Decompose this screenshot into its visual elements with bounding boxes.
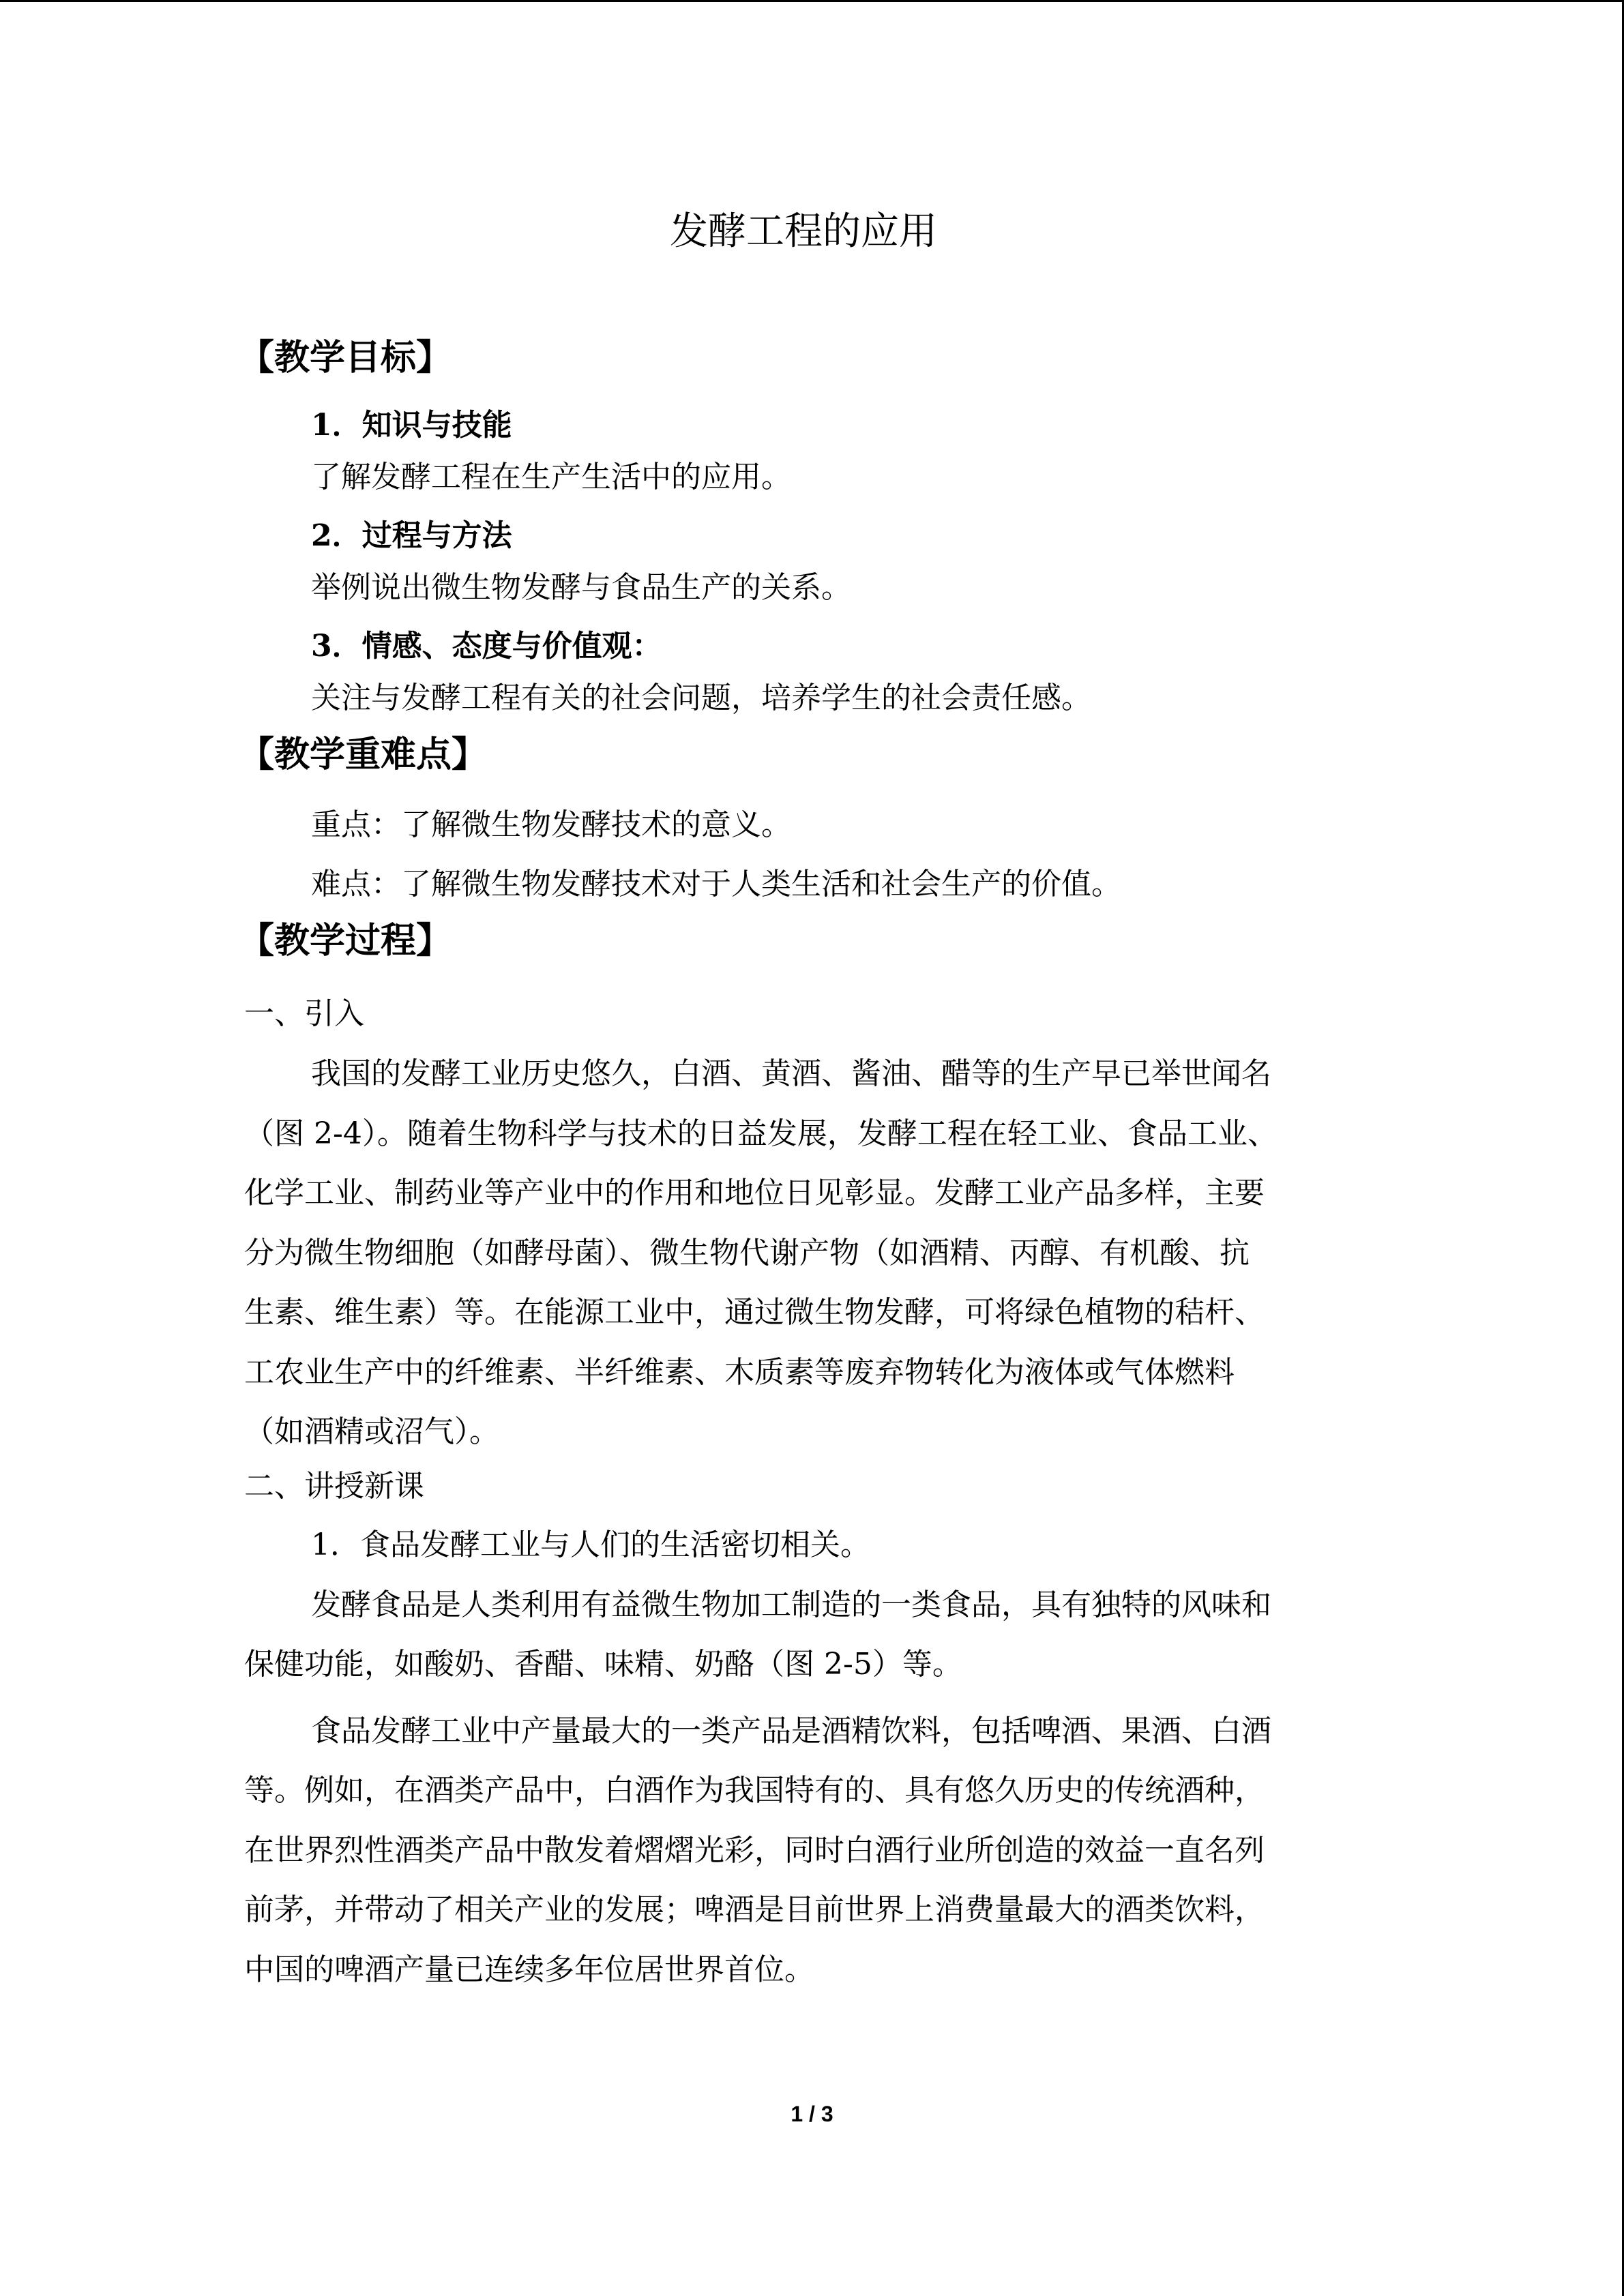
paragraph-line: 食品发酵工业中产量最大的一类产品是酒精饮料，包括啤酒、果酒、白酒: [311, 1713, 1271, 1748]
intro-line: 生素、维生素）等。在能源工业中，通过微生物发酵，可将绿色植物的秸杆、: [244, 1295, 1265, 1330]
objective-label-knowledge: 1．知识与技能: [311, 408, 512, 443]
section-heading-process: 【教学过程】: [239, 920, 452, 961]
intro-line: 化学工业、制药业等产业中的作用和地位日见彰显。发酵工业产品多样，主要: [244, 1176, 1265, 1210]
objective-label-process: 2．过程与方法: [311, 518, 512, 553]
document-title: 发酵工程的应用: [670, 209, 937, 254]
lecture-point-1: 1．食品发酵工业与人们的生活密切相关。: [311, 1527, 870, 1562]
key-point-focus: 重点：了解微生物发酵技术的意义。: [311, 807, 791, 842]
page-number: 1 / 3: [791, 2102, 833, 2126]
intro-paragraph: [244, 1044, 1363, 1462]
intro-line: （如酒精或沼气）。: [244, 1414, 499, 1449]
key-point-difficulty: 难点：了解微生物发酵技术对于人类生活和社会生产的价值。: [311, 867, 1121, 901]
paragraph-line: 在世界烈性酒类产品中散发着熠熠光彩，同时白酒行业所创造的效益一直名列: [244, 1832, 1265, 1868]
intro-heading: 一、引入: [244, 996, 364, 1031]
fermented-food-paragraph: [244, 1575, 1363, 1695]
intro-line: 分为微生物细胞（如酵母菌）、微生物代谢产物（如酒精、丙醇、有机酸、抗: [244, 1235, 1250, 1270]
objective-text-process: 举例说出微生物发酵与食品生产的关系。: [311, 570, 851, 605]
paragraph-line: 前茅，并带动了相关产业的发展；啤酒是目前世界上消费量最大的酒类饮料，: [244, 1892, 1265, 1927]
intro-line: 我国的发酵工业历史悠久，白酒、黄酒、酱油、醋等的生产早已举世闻名: [311, 1056, 1271, 1091]
alcohol-beverage-paragraph: [244, 1701, 1363, 2000]
section-heading-key-points: 【教学重难点】: [239, 734, 488, 775]
lecture-heading: 二、讲授新课: [244, 1468, 424, 1504]
intro-line: 工农业生产中的纤维素、半纤维素、木质素等废弃物转化为液体或气体燃料: [244, 1354, 1235, 1390]
paragraph-line: 发酵食品是人类利用有益微生物加工制造的一类食品，具有独特的风味和: [311, 1587, 1271, 1622]
objective-text-attitude: 关注与发酵工程有关的社会问题，培养学生的社会责任感。: [311, 681, 1091, 715]
section-heading-objectives: 【教学目标】: [239, 337, 452, 378]
paragraph-line: 保健功能，如酸奶、香醋、味精、奶酪（图 2-5）等。: [244, 1647, 962, 1682]
paragraph-line: 中国的啤酒产量已连续多年位居世界首位。: [244, 1952, 814, 1987]
paragraph-line: 等。例如，在酒类产品中，白酒作为我国特有的、具有悠久历史的传统酒种，: [244, 1773, 1265, 1808]
intro-line: （图 2-4）。随着生物科学与技术的日益发展，发酵工程在轻工业、食品工业、: [244, 1116, 1278, 1151]
document-page: [239, 205, 1363, 1999]
page-top-border: [0, 0, 1624, 2]
objective-label-attitude: 3．情感、态度与价值观：: [311, 629, 662, 664]
objective-text-knowledge: 了解发酵工程在生产生活中的应用。: [311, 460, 791, 494]
